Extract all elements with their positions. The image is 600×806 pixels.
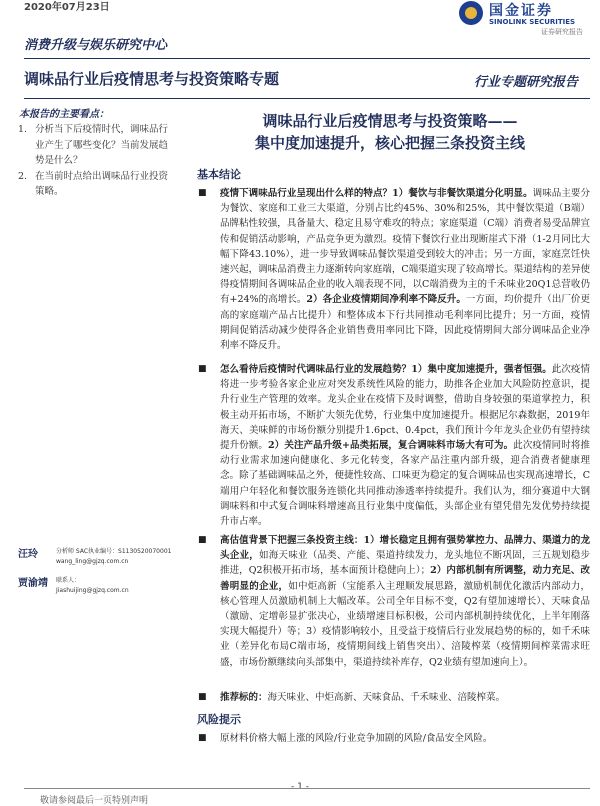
paragraph-body-2: 如中炬高新（宝能系入主理顺发展思路，激励机制优化激活内部动力，核心管理人员激励机制上大幅改革。公司全年目标不变，Q2有望加速增长）、天味食品（激励、定增彰显扩张决心，业绩增速目标积极，公司内部机制持续优化，上半年刚落实现大幅提升）等；3）疫情影响较小，且受益于疫情后行业发展趋势的标的，如千禾味业（差异化布局C端市场，疫情期间线上销售突出）、涪陵榨菜（疫情期间榨菜需求旺盛，市场份额继续向头部集中，渠道持续补库存，Q2业绩有望加速向上）。: [220, 580, 590, 668]
author-meta: [56, 576, 129, 596]
summary-paragraph: [198, 533, 590, 670]
sidebar-highlights: [18, 105, 170, 200]
paragraph-lead-2: 2）内部机制有所调整，动力充足、改善明显的企业，: [220, 565, 590, 592]
main-title-line1: 调味品行业后疫情思考与投资策略——: [262, 112, 518, 130]
logo-mark-icon: [459, 1, 483, 25]
author-name: 汪玲: [18, 549, 38, 560]
paragraph-lead: 疫情下调味品行业呈现出什么样的特点？1）餐饮与非餐饮渠道分化明显。: [220, 188, 533, 199]
footer-divider: [24, 788, 590, 789]
sidebar-item-text: 在当前时点给出调味品行业投资策略。: [35, 170, 169, 197]
main-title-line2: 集中度加速提升，核心把握三条投资主线: [254, 134, 525, 152]
logo-en-text: SINOLINK SECURITIES: [489, 18, 576, 26]
report-subject: 调味品行业后疫情思考与投资策略专题: [24, 70, 280, 88]
author-name: 贾渝靖: [18, 578, 48, 589]
company-logo: [459, 0, 589, 40]
bullet-icon: ■: [198, 692, 207, 702]
paragraph-lead: 推荐标的：: [220, 692, 268, 703]
risk-heading: 风险提示: [197, 713, 241, 726]
bullet-icon: ■: [198, 733, 207, 743]
logo-cn-text: 国金证券: [489, 3, 553, 19]
bullet-icon: ■: [198, 188, 207, 198]
paragraph-lead-2: 2）关注产品升级+品类拓展，复合调味料市场大有可为。: [268, 440, 514, 452]
summary-paragraph: [198, 690, 590, 705]
sidebar-item-number: 1.: [18, 124, 28, 135]
header-divider-top: [24, 58, 590, 59]
bullet-icon: ■: [198, 535, 207, 545]
paragraph-lead: 怎么看待后疫情时代调味品行业的发展趋势？1）集中度加速提升，强者恒强。: [220, 364, 552, 375]
sidebar-item: [18, 169, 170, 200]
author-email[interactable]: Jiashuijing@gjzq.com.cn: [56, 587, 129, 594]
sidebar-item: [18, 122, 170, 169]
summary-paragraph: [198, 186, 590, 353]
report-type: 行业专题研究报告: [473, 75, 578, 90]
bullet-icon: ■: [198, 364, 207, 374]
paragraph-body-2: 此次疫情同时将推动行业需求加速向健康化、多元化转变，各家产品注重内部升级，迎合消费者健康理念。除了基础调味品之外，便捷性较高、口味更为稳定的复合调味品也实现高速增长，C端用户年轻化和餐饮服务连锁化共同推动渗透率持续提升。我们认为，细分赛道中大钢调味料和中式复合调味料增速高且行业集中度偏低，头部企业有望凭借先发优势持续提升市占率。: [220, 440, 590, 528]
summary-heading: 基本结论: [197, 168, 241, 181]
paragraph-body: 如海天味业（品类、产能、渠道持续发力，龙头地位不断巩固，三五规划稳步推进，Q2积极开拓市场，基本面预计稳健向上）；: [220, 550, 590, 577]
department-name: 消费升级与娱乐研究中心: [24, 38, 168, 53]
author-meta-line: 联系人：: [56, 577, 81, 584]
risk-text: 原材料价格大幅上涨的风险/行业竞争加剧的风险/食品安全风险。: [220, 733, 493, 744]
sidebar-item-text: 分析当下后疫情时代，调味品行业产生了哪些变化？当前发展趋势是什么？: [35, 124, 169, 166]
header-divider-bottom: [24, 98, 590, 99]
report-date: 2020年07月23日: [24, 2, 110, 13]
sidebar-title: 本报告的主要看点：: [19, 109, 109, 120]
summary-paragraph: [198, 362, 590, 529]
paragraph-lead-2: 2）各企业疫情期间净利率不降反升。: [306, 294, 466, 306]
page-number: - 1 -: [291, 782, 309, 792]
paragraph-body: 此次疫情将进一步考验各家企业应对突发系统性风险的能力，助推各企业加大风险防控意识，提升行业生产管理的效率。龙头企业在疫情下及时调整，借助自身较强的渠道掌控力，积极主动开拓市场，不断扩大领先优势，行业集中度加速提升。根据尼尔森数据，2019年海天、美味鲜的市场份额分别提升1.6pct、0.4pct，我们预计今年龙头企业仍有望持续提升份额。: [220, 364, 590, 452]
author-meta: [56, 547, 171, 567]
author-email[interactable]: wang_ling@gjzq.com.cn: [56, 558, 129, 565]
logo-sub-text: 证券研究报告: [541, 28, 583, 36]
sidebar-item-number: 2.: [18, 170, 28, 182]
footer-disclaimer: 敬请参阅最后一页特别声明: [40, 796, 149, 806]
paragraph-lead: 高估值背景下把握三条投资主线：1）增长稳定且拥有强势掌控力、品牌力、渠道力的龙头企业，: [220, 535, 590, 562]
paragraph-body: 海天味业、中炬高新、天味食品、千禾味业、涪陵榨菜。: [267, 692, 506, 703]
paragraph-body: 调味品主要分为餐饮、家庭和工业三大渠道，分别占比约45%、30%和25%，其中餐饮渠道（B端）品牌粘性较强，具备量大、稳定且易守难攻的特点；家庭渠道（C端）消费者易受品牌宣传和促销活动影响，产品竞争更为激烈。疫情下餐饮行业出现断崖式下滑（1-2月同比大幅下降43.10%），进一步导致调味品餐饮渠道受到较大的冲击；另一方面，家庭烹饪快速兴起，调味品消费主力逐渐转向家庭端，C端渠道实现了较高增长。渠道结构的差异使得疫情期间各调味品企业的收入端表现不同，以C端消费为主的千禾味业20Q1总营收仍有+24%的高增长。: [220, 188, 590, 306]
paragraph-body-2: 一方面，均价提升（出厂价更高的家庭端产品占比提升）和整体成本下行共同推动毛利率同比提升；另一方面，疫情期间促销活动减少使得各企业销售费用率同比下降，因此疫情期间大部分调味品企业净利率不降反升。: [220, 294, 590, 352]
sidebar-list: [18, 122, 170, 200]
risk-paragraph: [198, 731, 590, 746]
author-meta-line: 分析师 SAC执业编号：S1130520070001: [56, 548, 172, 555]
